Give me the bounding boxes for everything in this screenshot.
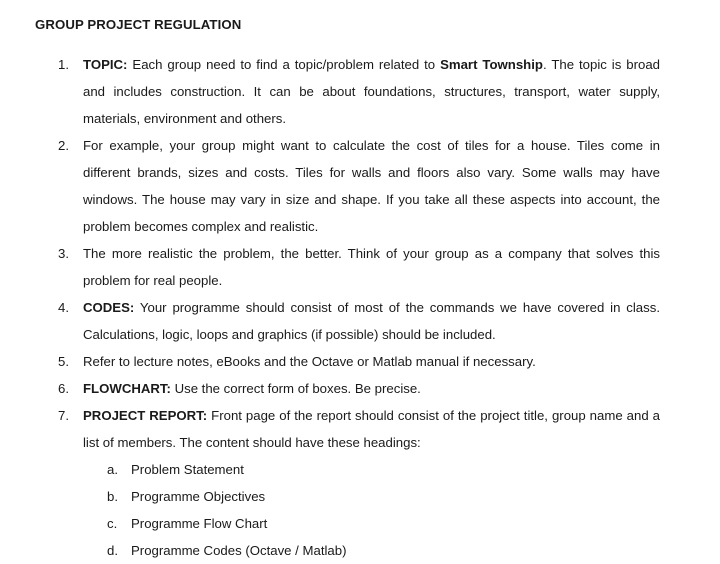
sub-item-letter: b. [107, 489, 118, 504]
list-item-project-report [0, 402, 720, 564]
sub-list-item [83, 483, 660, 510]
item-label-topic: TOPIC: [83, 57, 128, 72]
report-headings-list [83, 456, 660, 564]
item-number: 3. [58, 246, 69, 261]
item-text: Your programme should consist of most of the commands we have covered in class. Calculations, logic, loops and graphics (if possible) should be included. [83, 300, 660, 342]
sub-item-text: Programme Flow Chart [131, 516, 268, 531]
item-number: 1. [58, 57, 69, 72]
sub-item-text: Problem Statement [131, 462, 244, 477]
list-item-example [0, 132, 720, 240]
list-item-references [0, 348, 720, 375]
regulation-list [0, 51, 720, 564]
item-text: Use the correct form of boxes. Be precise. [170, 381, 421, 396]
list-item-codes [0, 294, 720, 348]
sub-item-text: Programme Objectives [131, 489, 266, 504]
sub-list-item [83, 510, 660, 537]
list-item-realistic [0, 240, 720, 294]
item-number: 2. [58, 138, 69, 153]
item-text: The more realistic the problem, the better. Think of your group as a company that solves this problem for real people. [83, 246, 660, 288]
sub-item-letter: a. [107, 462, 118, 477]
item-number: 6. [58, 381, 69, 396]
item-label-codes: CODES: [83, 300, 135, 315]
sub-item-letter: d. [107, 543, 118, 558]
sub-item-letter: c. [107, 516, 118, 531]
item-text: Each group need to find a topic/problem related to [127, 57, 441, 72]
item-text: Refer to lecture notes, eBooks and the Octave or Matlab manual if necessary. [83, 354, 536, 369]
item-text: Front page of the report should consist of the project title, group name and a list of members. The content should have these headings: [83, 408, 660, 450]
sub-list-item [83, 456, 660, 483]
sub-list-item [83, 537, 660, 564]
page-title: GROUP PROJECT REGULATION [35, 17, 242, 32]
item-label-flowchart: FLOWCHART: [83, 381, 171, 396]
item-number: 4. [58, 300, 69, 315]
item-text: . The topic is broad and includes construction. It can be about foundations, structures, transport, water supply, materials, environment and others. [83, 57, 660, 126]
item-text: For example, your group might want to calculate the cost of tiles for a house. Tiles come in different brands, sizes and costs. Tiles for walls and floors also vary. Some walls may have windows. The house may vary in size and shape. If you take all these aspects into account, the problem becomes complex and realistic. [83, 138, 660, 234]
sub-item-text: Programme Codes (Octave / Matlab) [131, 543, 347, 558]
list-item-flowchart [0, 375, 720, 402]
item-number: 7. [58, 408, 69, 423]
list-item-topic [0, 51, 720, 132]
item-label-project-report: PROJECT REPORT: [83, 408, 208, 423]
item-number: 5. [58, 354, 69, 369]
item-emphasis: Smart Township [440, 57, 543, 72]
